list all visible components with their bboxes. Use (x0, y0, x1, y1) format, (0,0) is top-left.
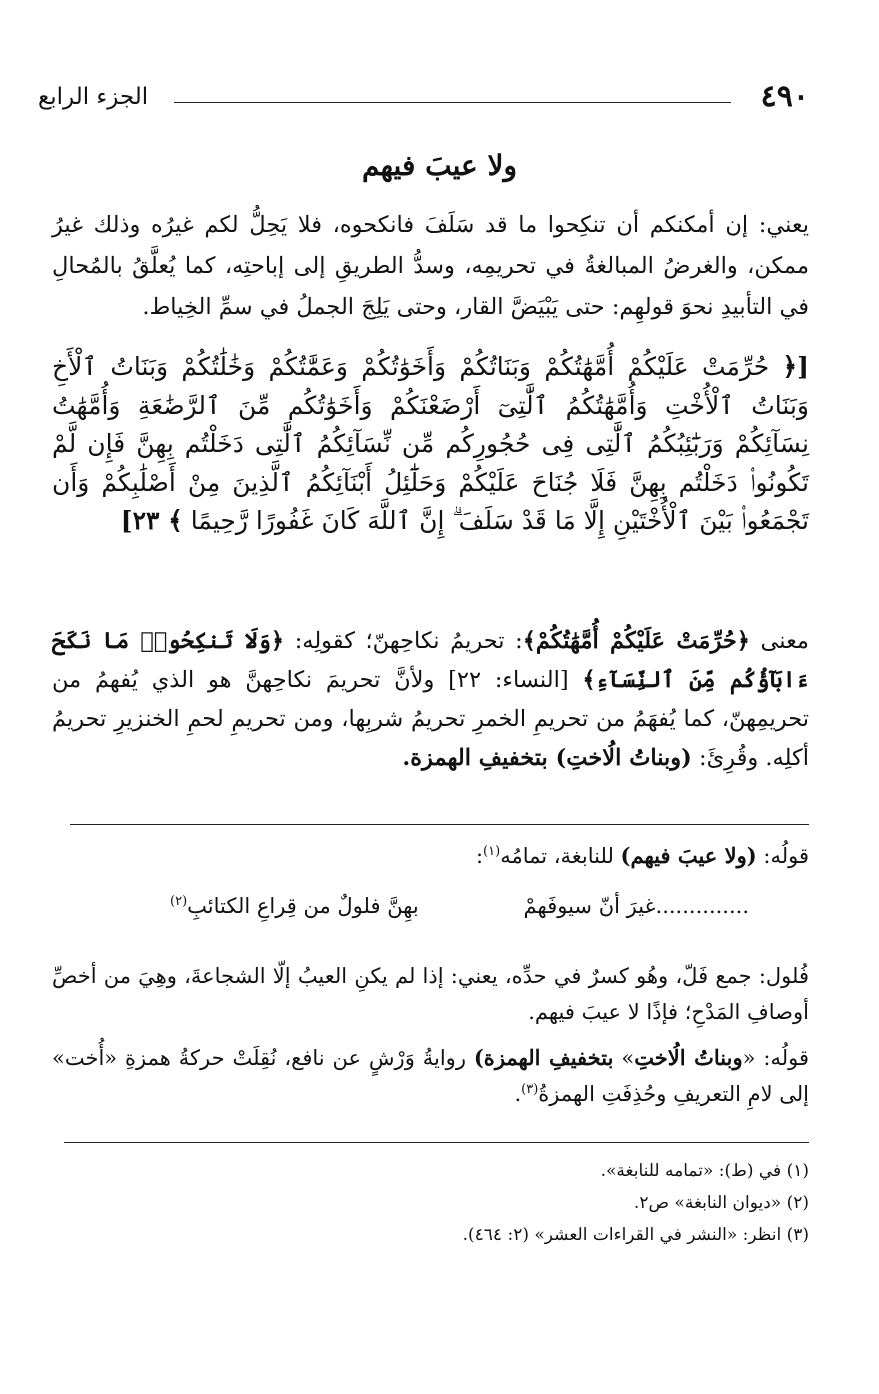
note-text: للنابغة، تمامُه (500, 844, 614, 868)
gloss-paragraph (52, 958, 809, 1030)
verse-text: حُرِّمَتْ عَلَيْكُمْ أُمَّهَٰتُكُمْ وَبَنَاتُكُمْ وَأَخَوَٰتُكُمْ وَعَمَّٰتُكُمْ وَخَٰلَٰتُكُمْ وَبَنَاتُ ٱلْأَخِ وَبَنَاتُ ٱلْأُخْتِ وَأُمَّهَٰتُكُمُ ٱلَّٰتِىٓ أَرْضَعْنَكُمْ وَأَخَوَٰتُكُم مِّنَ ٱلرَّضَٰعَةِ وَأُمَّهَٰتُ نِسَآئِكُمْ وَرَبَٰٓئِبُكُمُ ٱلَّٰتِى فِى حُجُورِكُم مِّن نِّسَآئِكُمُ ٱلَّٰتِى دَخَلْتُم بِهِنَّ فَإِن لَّمْ تَكُونُوا۟ دَخَلْتُم بِهِنَّ فَلَا جُنَاحَ عَلَيْكُمْ وَحَلَٰٓئِلُ أَبْنَآئِكُمُ ٱلَّذِينَ مِنْ أَصْلَٰبِكُمْ وَأَن تَجْمَعُوا۟ بَيْنَ ٱلْأُخْتَيْنِ إِلَّا مَا قَدْ سَلَفَ ۗ إِنَّ ٱللَّهَ كَانَ غَفُورًا رَّحِيمًا (52, 352, 809, 535)
reading-note (52, 1040, 809, 1112)
book-part: الجزء الرابع (38, 84, 149, 110)
footnote-3: (٣) انظر: «النشر في القراءات العشر» (٢: ٤٦٤). (462, 1225, 809, 1245)
gloss-text: فُلول: جمع فَلّ، وهُو كسرٌ في حدِّه، يعني: إذا لم يكنِ العيبُ إلّا الشجاعةَ، وهِيَ من أخصِّ أوصافِ المَدْحِ؛ فإذًا لا عيبَ فيهم. (52, 964, 809, 1024)
footnote-1: (١) في (ط): «تمامه للنابغة». (600, 1161, 809, 1181)
meaning-quote-1: ﴿حُرِّمَتْ عَلَيْكُمْ أُمَّهَٰتُكُمْ﴾ (522, 628, 750, 654)
reading-label: قولُه: « (742, 1046, 809, 1070)
intro-text: يعني: إن أمكنكم أن تنكِحوا ما قد سَلَفَ فانكحوه، فلا يَحِلُّ لكم غيرُه وذلك غيرُ ممكن، والغرضُ المبالغةُ في تحريمِه، وسدُّ الطريقِ إلى إباحتِه، كما يُعلَّقُ بالمُحالِ في التأبيدِ نحوَ قولهِم: حتى يَبْيَضَّ القار، وحتى يَلِجَ الجملُ في سمِّ الخِياط. (52, 212, 809, 320)
poem-hemistich-second-text: بهِنَّ فلولٌ من قِراعِ الكتائبِ (187, 894, 419, 918)
meaning-quote-2: ﴿وَلَا تَنكِحُوا۟ مَا نَكَحَ ءَابَآؤُكُم مِّنَ ٱلنِّسَآءِ﴾ (52, 628, 810, 693)
note-quote: (ولا عيبَ فيهم) (620, 843, 757, 868)
running-header (38, 80, 809, 122)
commentary-note-1 (52, 838, 809, 874)
reading-end: . (514, 1082, 522, 1106)
footnote-ref-3: (٣) (521, 1082, 539, 1097)
poem-hemistich-second (170, 894, 419, 918)
quran-verse (52, 348, 809, 541)
meaning-paragraph (52, 622, 809, 778)
meaning-part-1: معنى (760, 628, 809, 654)
note-colon: : (475, 844, 484, 868)
verse-close-bracket: ﴾ ٢٣] (120, 506, 183, 535)
footnote-ref-2: (٢) (170, 894, 188, 909)
meaning-part-3: [النساء: ٢٢] ولأنَّ تحريمَ نكاحِهنَّ هو الذي يُفهمُ من تحريمِهنّ، كما يُفهَمُ من تحريمِ الخمرِ تحريمُ شربِها، ومن تحريمِ لحمِ الخنزيرِ تحريمُ أكلِه. وقُرِئَ: (52, 667, 809, 771)
meaning-part-4: (وبناتُ الُاختِ) بتخفيفِ الهمزة. (402, 745, 692, 771)
note-label: قولُه: (763, 844, 809, 868)
footnote-ref-1: (١) (483, 844, 501, 859)
commentary-divider (70, 824, 809, 825)
footnotes (60, 1155, 809, 1251)
reading-quote: وبناتُ الُاختِ (634, 1045, 743, 1070)
reading-text: روايةُ وَرْشٍ عن نافع، نُقِلَتْ حركةُ همزةِ «أُخت» إلى لامِ التعريفِ وحُذِفَتِ الهمزةُ (52, 1046, 809, 1106)
page-number: ٤٩٠ (760, 79, 809, 114)
poem-hemistich-first: ..............غيرَ أنّ سيوفَهمْ (523, 894, 749, 918)
verse-open-bracket: [﴿ (782, 352, 809, 381)
section-heading: ولا عيبَ فيهم (361, 149, 517, 182)
reading-detail: بتخفيفِ الهمزة) (473, 1045, 614, 1070)
meaning-part-2: : تحريمُ نكاحِهنّ؛ كقولِه: (294, 628, 523, 654)
poetry-verse (130, 890, 749, 930)
footnote-divider (64, 1142, 809, 1143)
header-rule (174, 102, 731, 103)
reading-quote-close: » (621, 1046, 635, 1070)
footnote-2: (٢) «ديوان النابغة» ص٢. (633, 1193, 809, 1213)
intro-paragraph (52, 205, 809, 328)
